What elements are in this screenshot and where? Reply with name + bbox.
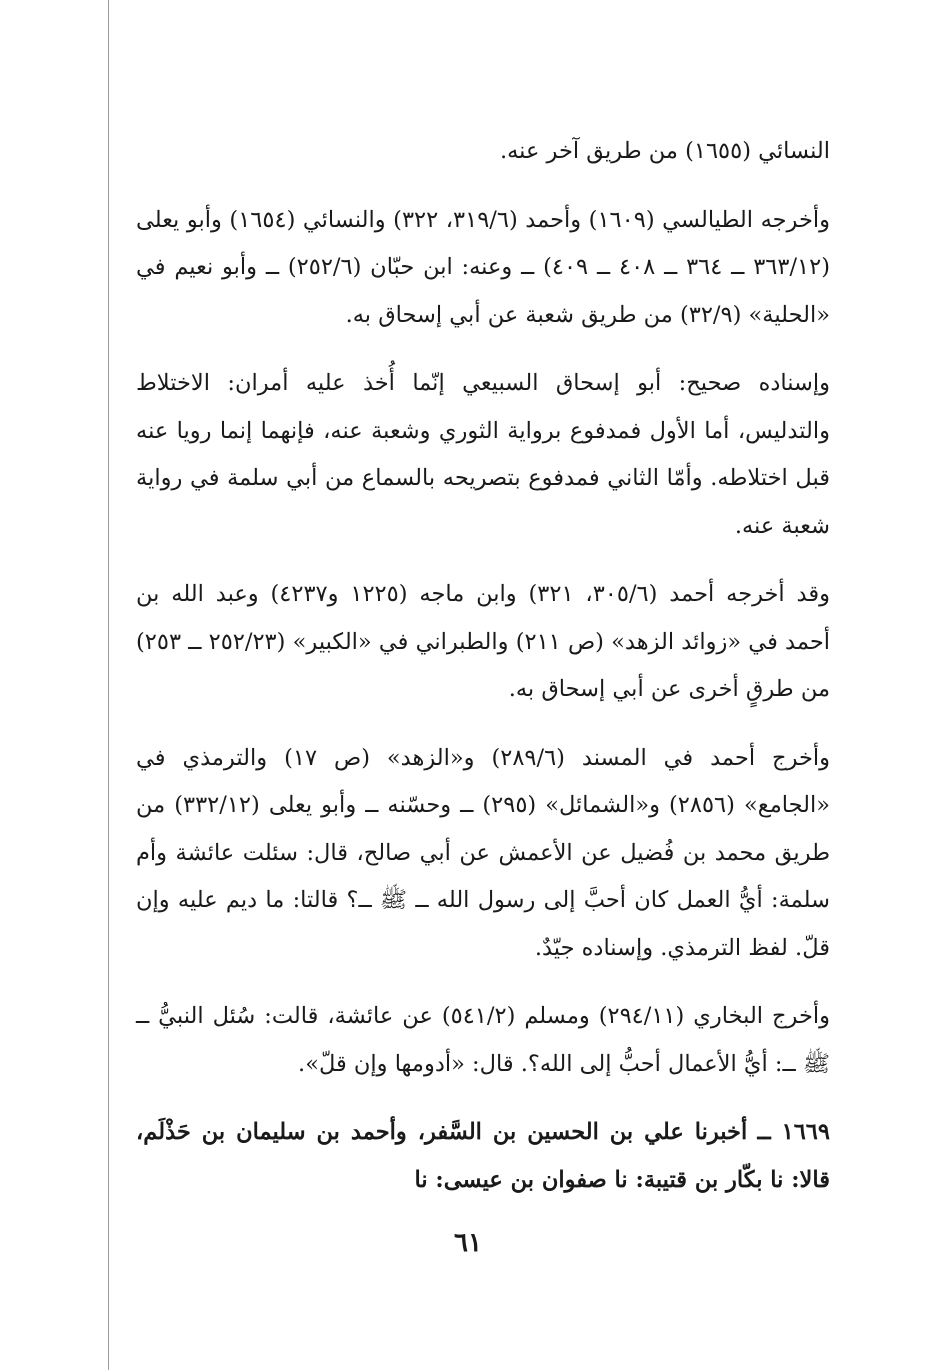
page-edge-line (108, 0, 109, 1370)
paragraph: وقد أخرجه أحمد (٣٠٥/٦، ٣٢١) وابن ماجه (١٢٢٥ و٤٢٣٧) وعبد الله بن أحمد في «زوائد الزهد» (ص ٢١١) والطبراني في «الكبير» (٢٥٢/٢٣ ــ ٢٥٣) من طرقٍ أخرى عن أبي إسحاق به. (136, 581, 830, 702)
page-body (136, 128, 830, 1225)
hadith-entry (136, 1109, 830, 1204)
paragraph: وإسناده صحيح: أبو إسحاق السبيعي إنّما أُخذ عليه أمران: الاختلاط والتدليس، أما الأول فمدفوع برواية الثوري وشعبة عنه، فإنهما إنما رويا عنه قبل اختلاطه. وأمّا الثاني فمدفوع بتصريحه بالسماع من أبي سلمة في رواية شعبة عنه. (136, 370, 830, 539)
hadith-number: ١٦٦٩ ــ (757, 1119, 830, 1145)
paragraph: وأخرج البخاري (٢٩٤/١١) ومسلم (٥٤١/٢) عن عائشة، قالت: سُئل النبيُّ ــ ﷺ ــ: أيُّ الأعمال أحبُّ إلى الله؟. قال: «أدومها وإن قلّ». (136, 1003, 830, 1077)
page-number: ٦١ (454, 1228, 482, 1258)
paragraph: النسائي (١٦٥٥) من طريق آخر عنه. (499, 138, 830, 164)
hadith-text: أخبرنا علي بن الحسين بن السَّفر، وأحمد بن سليمان بن حَذْلَم، قالا: نا بكّار بن قتيبة: نا صفوان بن عيسى: نا (136, 1119, 830, 1193)
paragraph: وأخرج أحمد في المسند (٢٨٩/٦) و«الزهد» (ص ١٧) والترمذي في «الجامع» (٢٨٥٦) و«الشمائل» (٢٩٥) ــ وحسّنه ــ وأبو يعلى (٣٣٢/١٢) من طريق محمد بن فُضيل عن الأعمش عن أبي صالح، قال: سئلت عائشة وأم سلمة: أيُّ العمل كان أحبَّ إلى رسول الله ــ ﷺ ــ؟ قالتا: ما ديم عليه وإن قلّ. لفظ الترمذي. وإسناده جيّدٌ. (136, 744, 831, 961)
paragraph: وأخرجه الطيالسي (١٦٠٩) وأحمد (٣١٩/٦، ٣٢٢) والنسائي (١٦٥٤) وأبو يعلى (٣٦٣/١٢ ــ ٣٦٤ ــ ٤٠٨ ــ ٤٠٩) ــ وعنه: ابن حبّان (٢٥٢/٦) ــ وأبو نعيم في «الحلية» (٣٢/٩) من طريق شعبة عن أبي إسحاق به. (136, 206, 830, 328)
